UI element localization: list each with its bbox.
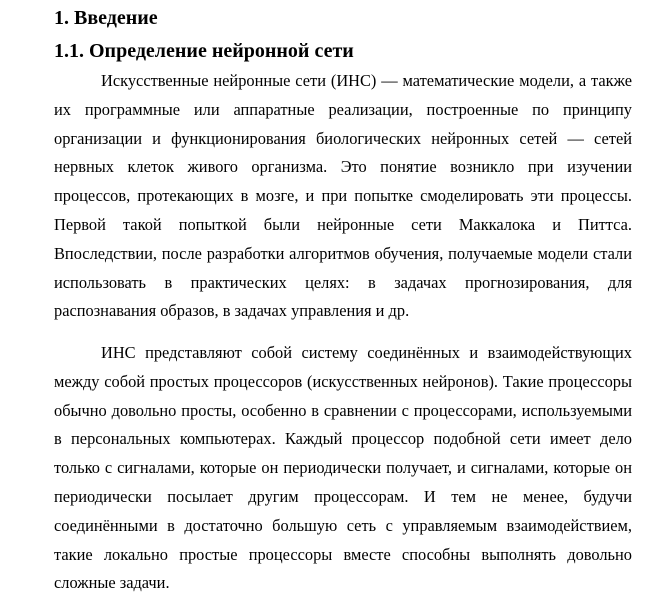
section-heading: 1. Введение [54,7,158,29]
paragraph-processors: ИНС представляют собой систему соединённых и взаимодействующих между собой простых процессоров (искусственных нейронов). Такие процессоры обычно довольно просты, особенно в сравнении с процессорами, используемыми в персональных компьютерах. Каждый процессор подобной сети имеет дело только с сигналами, которые он периодически получает, и сигналами, которые он периодически посылает другим процессорам. И тем не менее, будучи соединёнными в достаточно большую сеть с управляемым взаимодействием, такие локально простые процессоры вместе способны выполнять довольно сложные задачи. [54,343,632,593]
subsection-heading: 1.1. Определение нейронной сети [54,40,354,62]
paragraph-definition: Искусственные нейронные сети (ИНС) — математические модели, а также их программные или аппаратные реализации, построенные по принципу организации и функционирования биологических нейронных сетей — сетей нервных клеток живого организма. Это понятие возникло при изучении процессов, протекающих в мозге, и при попытке смоделировать эти процессы. Первой такой попыткой были нейронные сети Маккалока и Питтса. Впоследствии, после разработки алгоритмов обучения, получаемые модели стали использовать в практических целях: в задачах прогнозирования, для распознавания образов, в задачах управления и др. [54,71,632,321]
